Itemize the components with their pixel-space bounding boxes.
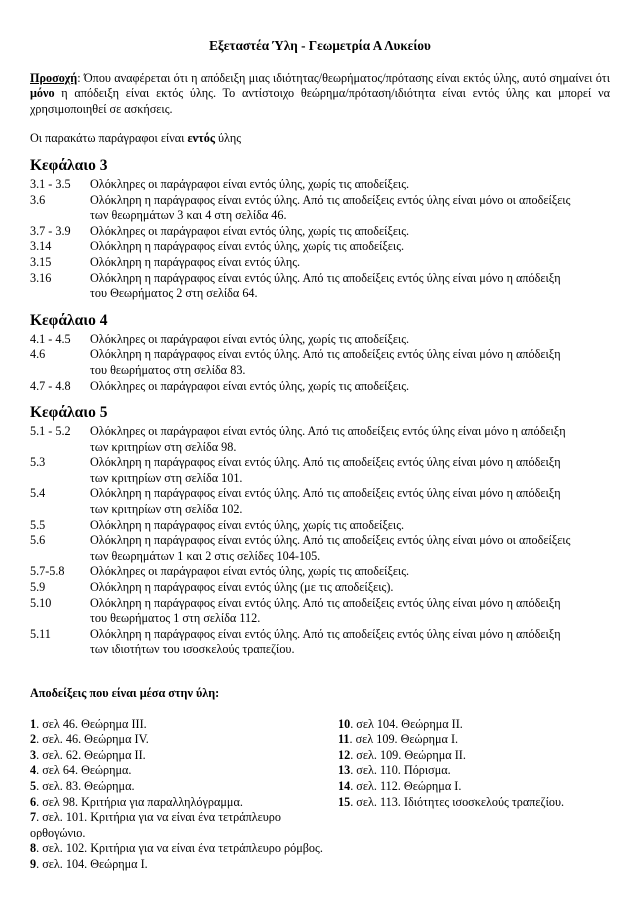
proof-number: 1: [30, 716, 37, 731]
proof-item: [338, 748, 610, 764]
proof-item: [30, 857, 338, 873]
chapter-heading: Κεφάλαιο 3: [30, 156, 108, 174]
intro-text-1: Οι παρακάτω παράγραφοι είναι: [30, 131, 188, 146]
paragraph-description: Ολόκληρη η παράγραφος είναι εντός ύλης. Από τις αποδείξεις εντός ύλης είναι μόνο η απόδειξη των κριτηρίων στη σελίδα 101.: [90, 455, 561, 485]
intro-line: [30, 131, 610, 147]
proof-item: [338, 763, 610, 779]
paragraph-number: 3.15: [30, 254, 52, 269]
proof-number: 7: [30, 810, 37, 825]
paragraph-description: Ολόκληρη η παράγραφος είναι εντός ύλης. Από τις αποδείξεις εντός ύλης είναι μόνο η απόδειξη του θεωρήματος 1 στη σελίδα 112.: [90, 595, 561, 626]
paragraph-row: [30, 564, 610, 580]
paragraph-description: Ολόκληρες οι παράγραφοι είναι εντός ύλης. Από τις αποδείξεις εντός ύλης είναι μόνο η απόδειξη των κριτηρίων στη σελίδα 98.: [90, 424, 566, 454]
chapters-section: [30, 156, 610, 658]
paragraph-number: 5.11: [30, 626, 51, 641]
paragraph-row: [30, 486, 610, 517]
paragraph-row: [30, 627, 610, 658]
proof-text: . σελ. 83. Θεώρημα.: [36, 778, 135, 793]
paragraph-description: Ολόκληρες οι παράγραφοι είναι εντός ύλης, χωρίς τις αποδείξεις.: [90, 564, 410, 579]
proofs-columns: [30, 717, 610, 873]
proof-number: 2: [30, 732, 37, 747]
proof-number: 13: [338, 763, 351, 778]
paragraph-description: Ολόκληρη η παράγραφος είναι εντός ύλης. Από τις αποδείξεις εντός ύλης είναι μόνο οι αποδείξεις των θεωρημάτων 1 και 2 στις σελίδες 104-105.: [90, 533, 571, 563]
paragraph-number: 5.4: [30, 486, 46, 501]
paragraph-number: 5.3: [30, 455, 46, 470]
proof-text: . σελ 98. Κριτήρια για παραλληλόγραμμα.: [36, 794, 243, 809]
proof-item: [30, 841, 338, 857]
paragraph-row: [30, 193, 610, 224]
paragraph-number: 4.7 - 4.8: [30, 378, 71, 393]
notice-emphasis: μόνο: [30, 86, 55, 101]
paragraph-row: [30, 580, 610, 596]
notice-text-1: : Όπου αναφέρεται ότι η απόδειξη μιας ιδιότητας/θεωρήματος/πρότασης είναι εκτός ύλης, αυτό σημαίνει ότι: [77, 70, 610, 85]
paragraph-number: 5.5: [30, 517, 46, 532]
intro-text-2: ύλης: [214, 131, 242, 146]
notice-text-2: η απόδειξη είναι εκτός ύλης. Το αντίστοιχο θεώρημα/πρόταση/ιδιότητα είναι εντός ύλης και μπορεί να χρησιμοποιηθεί σε ασκήσεις.: [30, 86, 610, 116]
paragraph-description: Ολόκληρες οι παράγραφοι είναι εντός ύλης, χωρίς τις αποδείξεις.: [90, 223, 410, 238]
paragraph-number: 5.10: [30, 595, 52, 610]
proof-item: [30, 717, 338, 733]
proof-item: [30, 779, 338, 795]
paragraph-row: [30, 271, 610, 302]
proof-text: . σελ 46. Θεώρημα III.: [36, 716, 147, 731]
paragraph-description: Ολόκληρη η παράγραφος είναι εντός ύλης (με τις αποδείξεις).: [90, 580, 394, 595]
paragraph-row: [30, 347, 610, 378]
paragraph-description: Ολόκληρη η παράγραφος είναι εντός ύλης. Από τις αποδείξεις εντός ύλης είναι μόνο η απόδειξη των ιδιοτήτων του ισοσκελούς τραπεζίου.: [90, 626, 561, 657]
proof-text: . σελ. 113. Ιδιότητες ισοσκελούς τραπεζίου.: [350, 794, 565, 809]
proof-item: [30, 810, 338, 841]
proof-item: [338, 795, 610, 811]
paragraph-description: Ολόκληρη η παράγραφος είναι εντός ύλης. Από τις αποδείξεις εντός ύλης είναι μόνο η απόδειξη του θεωρήματος στη σελίδα 83.: [90, 347, 561, 377]
paragraph-number: 5.1 - 5.2: [30, 424, 71, 439]
intro-emphasis: εντός: [187, 131, 215, 146]
proof-number: 15: [338, 794, 351, 809]
paragraph-row: [30, 177, 610, 193]
paragraph-description: Ολόκληρη η παράγραφος είναι εντός ύλης. Από τις αποδείξεις εντός ύλης είναι μόνο η απόδειξη των κριτηρίων στη σελίδα 102.: [90, 486, 561, 517]
notice-paragraph: [30, 71, 610, 118]
proofs-heading: Αποδείξεις που είναι μέσα στην ύλη:: [30, 686, 220, 700]
paragraph-number: 3.14: [30, 239, 52, 254]
proof-number: 9: [30, 856, 37, 871]
proof-text: . σελ 109. Θεώρημα I.: [349, 732, 459, 747]
paragraph-row: [30, 332, 610, 348]
paragraph-number: 3.1 - 3.5: [30, 176, 71, 191]
paragraph-number: 4.1 - 4.5: [30, 331, 71, 346]
proof-number: 4: [30, 763, 37, 778]
page-title: Εξεταστέα Ύλη - Γεωμετρία Α Λυκείου: [209, 38, 431, 53]
chapter-section: [30, 156, 610, 302]
proof-item: [30, 763, 338, 779]
paragraph-number: 3.16: [30, 270, 52, 285]
proofs-right-column: [338, 717, 610, 873]
proof-number: 5: [30, 778, 37, 793]
paragraph-row: [30, 518, 610, 534]
proof-number: 3: [30, 747, 37, 762]
paragraph-description: Ολόκληρη η παράγραφος είναι εντός ύλης. Από τις αποδείξεις εντός ύλης είναι μόνο η απόδειξη του Θεωρήματος 2 στη σελίδα 64.: [90, 270, 561, 301]
paragraph-number: 4.6: [30, 347, 46, 362]
proof-text: . σελ. 101. Κριτήρια για να είναι ένα τετράπλευρο ορθογώνιο.: [30, 810, 281, 840]
proof-text: . σελ 104. Θεώρημα II.: [350, 716, 463, 731]
proof-item: [30, 732, 338, 748]
notice-label: Προσοχή: [30, 70, 78, 85]
paragraph-description: Ολόκληρη η παράγραφος είναι εντός ύλης, χωρίς τις αποδείξεις.: [90, 239, 405, 254]
proof-item: [30, 795, 338, 811]
paragraph-description: Ολόκληρες οι παράγραφοι είναι εντός ύλης, χωρίς τις αποδείξεις.: [90, 331, 410, 346]
proof-text: . σελ. 112. Θεώρημα I.: [350, 778, 462, 793]
proof-number: 11: [338, 732, 350, 747]
proof-text: . σελ. 62. Θεώρημα II.: [36, 747, 146, 762]
paragraph-row: [30, 255, 610, 271]
proof-item: [338, 732, 610, 748]
paragraph-row: [30, 424, 610, 455]
paragraph-row: [30, 455, 610, 486]
paragraph-description: Ολόκληρη η παράγραφος είναι εντός ύλης.: [90, 254, 301, 269]
paragraph-row: [30, 239, 610, 255]
proof-item: [338, 717, 610, 733]
proof-text: . σελ. 104. Θεώρημα I.: [36, 856, 148, 871]
chapter-section: [30, 403, 610, 658]
chapter-section: [30, 311, 610, 394]
document-page: [30, 38, 610, 873]
paragraph-number: 3.7 - 3.9: [30, 223, 71, 238]
proofs-left-column: [30, 717, 338, 873]
proof-number: 10: [338, 716, 351, 731]
chapter-heading: Κεφάλαιο 4: [30, 311, 108, 329]
paragraph-number: 3.6: [30, 192, 46, 207]
paragraph-description: Ολόκληρες οι παράγραφοι είναι εντός ύλης, χωρίς τις αποδείξεις.: [90, 176, 410, 191]
proof-number: 8: [30, 841, 37, 856]
paragraph-description: Ολόκληρη η παράγραφος είναι εντός ύλης, χωρίς τις αποδείξεις.: [90, 517, 405, 532]
proof-number: 12: [338, 747, 351, 762]
paragraph-number: 5.6: [30, 533, 46, 548]
paragraph-row: [30, 379, 610, 395]
proof-text: . σελ. 109. Θεώρημα II.: [350, 747, 466, 762]
paragraph-row: [30, 596, 610, 627]
paragraph-row: [30, 533, 610, 564]
paragraph-description: Ολόκληρη η παράγραφος είναι εντός ύλης. Από τις αποδείξεις εντός ύλης είναι μόνο οι αποδείξεις των θεωρημάτων 3 και 4 στη σελίδα 46.: [90, 192, 571, 223]
paragraph-number: 5.7-5.8: [30, 564, 65, 579]
proof-text: . σελ. 46. Θεώρημα IV.: [36, 732, 149, 747]
proof-text: . σελ 64. Θεώρημα.: [36, 763, 132, 778]
proof-text: . σελ. 102. Κριτήρια για να είναι ένα τετράπλευρο ρόμβος.: [36, 841, 323, 856]
proof-item: [30, 748, 338, 764]
chapter-heading: Κεφάλαιο 5: [30, 404, 108, 422]
paragraph-description: Ολόκληρες οι παράγραφοι είναι εντός ύλης, χωρίς τις αποδείξεις.: [90, 378, 410, 393]
proof-item: [338, 779, 610, 795]
paragraph-number: 5.9: [30, 580, 46, 595]
proof-text: . σελ. 110. Πόρισμα.: [350, 763, 451, 778]
paragraph-row: [30, 224, 610, 240]
proof-number: 6: [30, 794, 37, 809]
proof-number: 14: [338, 778, 351, 793]
